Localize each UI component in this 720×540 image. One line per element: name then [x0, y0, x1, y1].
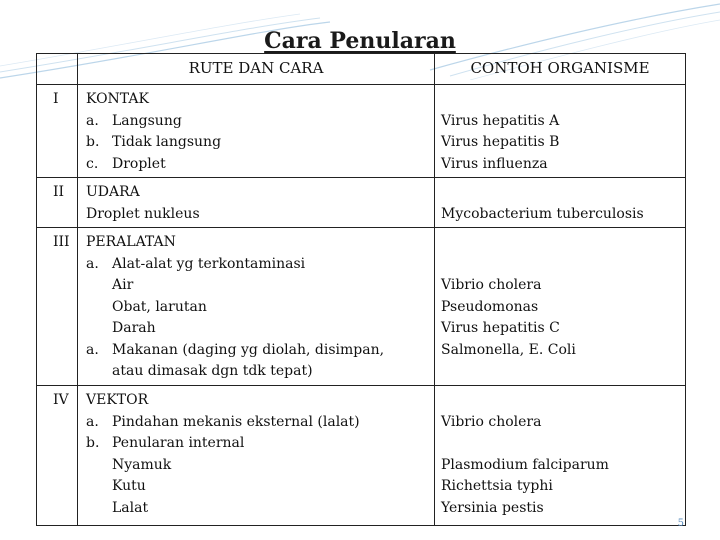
- sub-item: Lalat: [112, 499, 149, 516]
- header-num: [37, 54, 78, 85]
- organism: Virus influenza: [441, 155, 548, 172]
- route-cell: [78, 386, 435, 526]
- sub-item: Darah: [112, 320, 156, 336]
- route-cell: [78, 228, 435, 386]
- organism: Pseudomonas: [441, 298, 539, 315]
- route-heading: VEKTOR: [86, 392, 149, 408]
- item-text: Langsung: [112, 112, 182, 129]
- sub-item: Air: [112, 277, 134, 293]
- organism: Salmonella, E. Coli: [441, 341, 576, 358]
- item-label: a.: [86, 413, 99, 430]
- item-text: Tidak langsung: [112, 134, 222, 150]
- item-text: Pindahan mekanis eksternal (lalat): [112, 413, 360, 430]
- item-label: a.: [86, 341, 99, 358]
- organism-cell: [435, 178, 686, 228]
- row-number: II: [37, 178, 78, 228]
- organism-cell: [435, 228, 686, 386]
- row-number: III: [37, 228, 78, 386]
- item-label: a.: [86, 255, 99, 272]
- item-label: b.: [86, 435, 100, 451]
- sub-item: Nyamuk: [112, 456, 172, 473]
- header-rute: RUTE DAN CARA: [78, 54, 435, 85]
- route-cell: [78, 85, 435, 178]
- item-label: a.: [86, 112, 99, 129]
- row-number: IV: [37, 386, 78, 526]
- table-row: [37, 386, 686, 526]
- item-continuation: atau dimasak dgn tdk tepat): [112, 363, 313, 379]
- organism: Vibrio cholera: [441, 413, 542, 430]
- route-heading: UDARA: [86, 184, 140, 200]
- organism: Virus hepatitis B: [441, 134, 560, 150]
- transmission-table: [36, 53, 686, 526]
- table-row: [37, 85, 686, 178]
- organism: Yersinia pestis: [441, 499, 544, 516]
- page-title: Cara Penularan: [264, 28, 456, 54]
- item-label: c.: [86, 155, 99, 172]
- route-sub: Droplet nukleus: [86, 205, 200, 222]
- organism: Virus hepatitis C: [441, 320, 560, 336]
- organism: Vibrio cholera: [441, 277, 542, 293]
- organism: Richettsia typhi: [441, 478, 553, 494]
- item-text: Penularan internal: [112, 435, 245, 451]
- sub-item: Kutu: [112, 478, 146, 494]
- table-row: [37, 178, 686, 228]
- row-number: I: [37, 85, 78, 178]
- organism: Mycobacterium tuberculosis: [441, 205, 644, 222]
- organism: Virus hepatitis A: [441, 112, 560, 129]
- route-heading: KONTAK: [86, 91, 149, 107]
- organism-cell: [435, 85, 686, 178]
- item-text: Makanan (daging yg diolah, disimpan,: [112, 341, 385, 358]
- route-heading: PERALATAN: [86, 234, 176, 250]
- item-text: Alat-alat yg terkontaminasi: [112, 255, 306, 272]
- organism: Plasmodium falciparum: [441, 456, 609, 473]
- sub-item: Obat, larutan: [112, 298, 207, 315]
- page-number: 5: [677, 518, 684, 529]
- item-text: Droplet: [112, 155, 166, 172]
- header-contoh: CONTOH ORGANISME: [435, 54, 686, 85]
- table-row: [37, 228, 686, 386]
- header-row: [37, 54, 686, 85]
- route-cell: [78, 178, 435, 228]
- item-label: b.: [86, 134, 100, 150]
- organism-cell: [435, 386, 686, 526]
